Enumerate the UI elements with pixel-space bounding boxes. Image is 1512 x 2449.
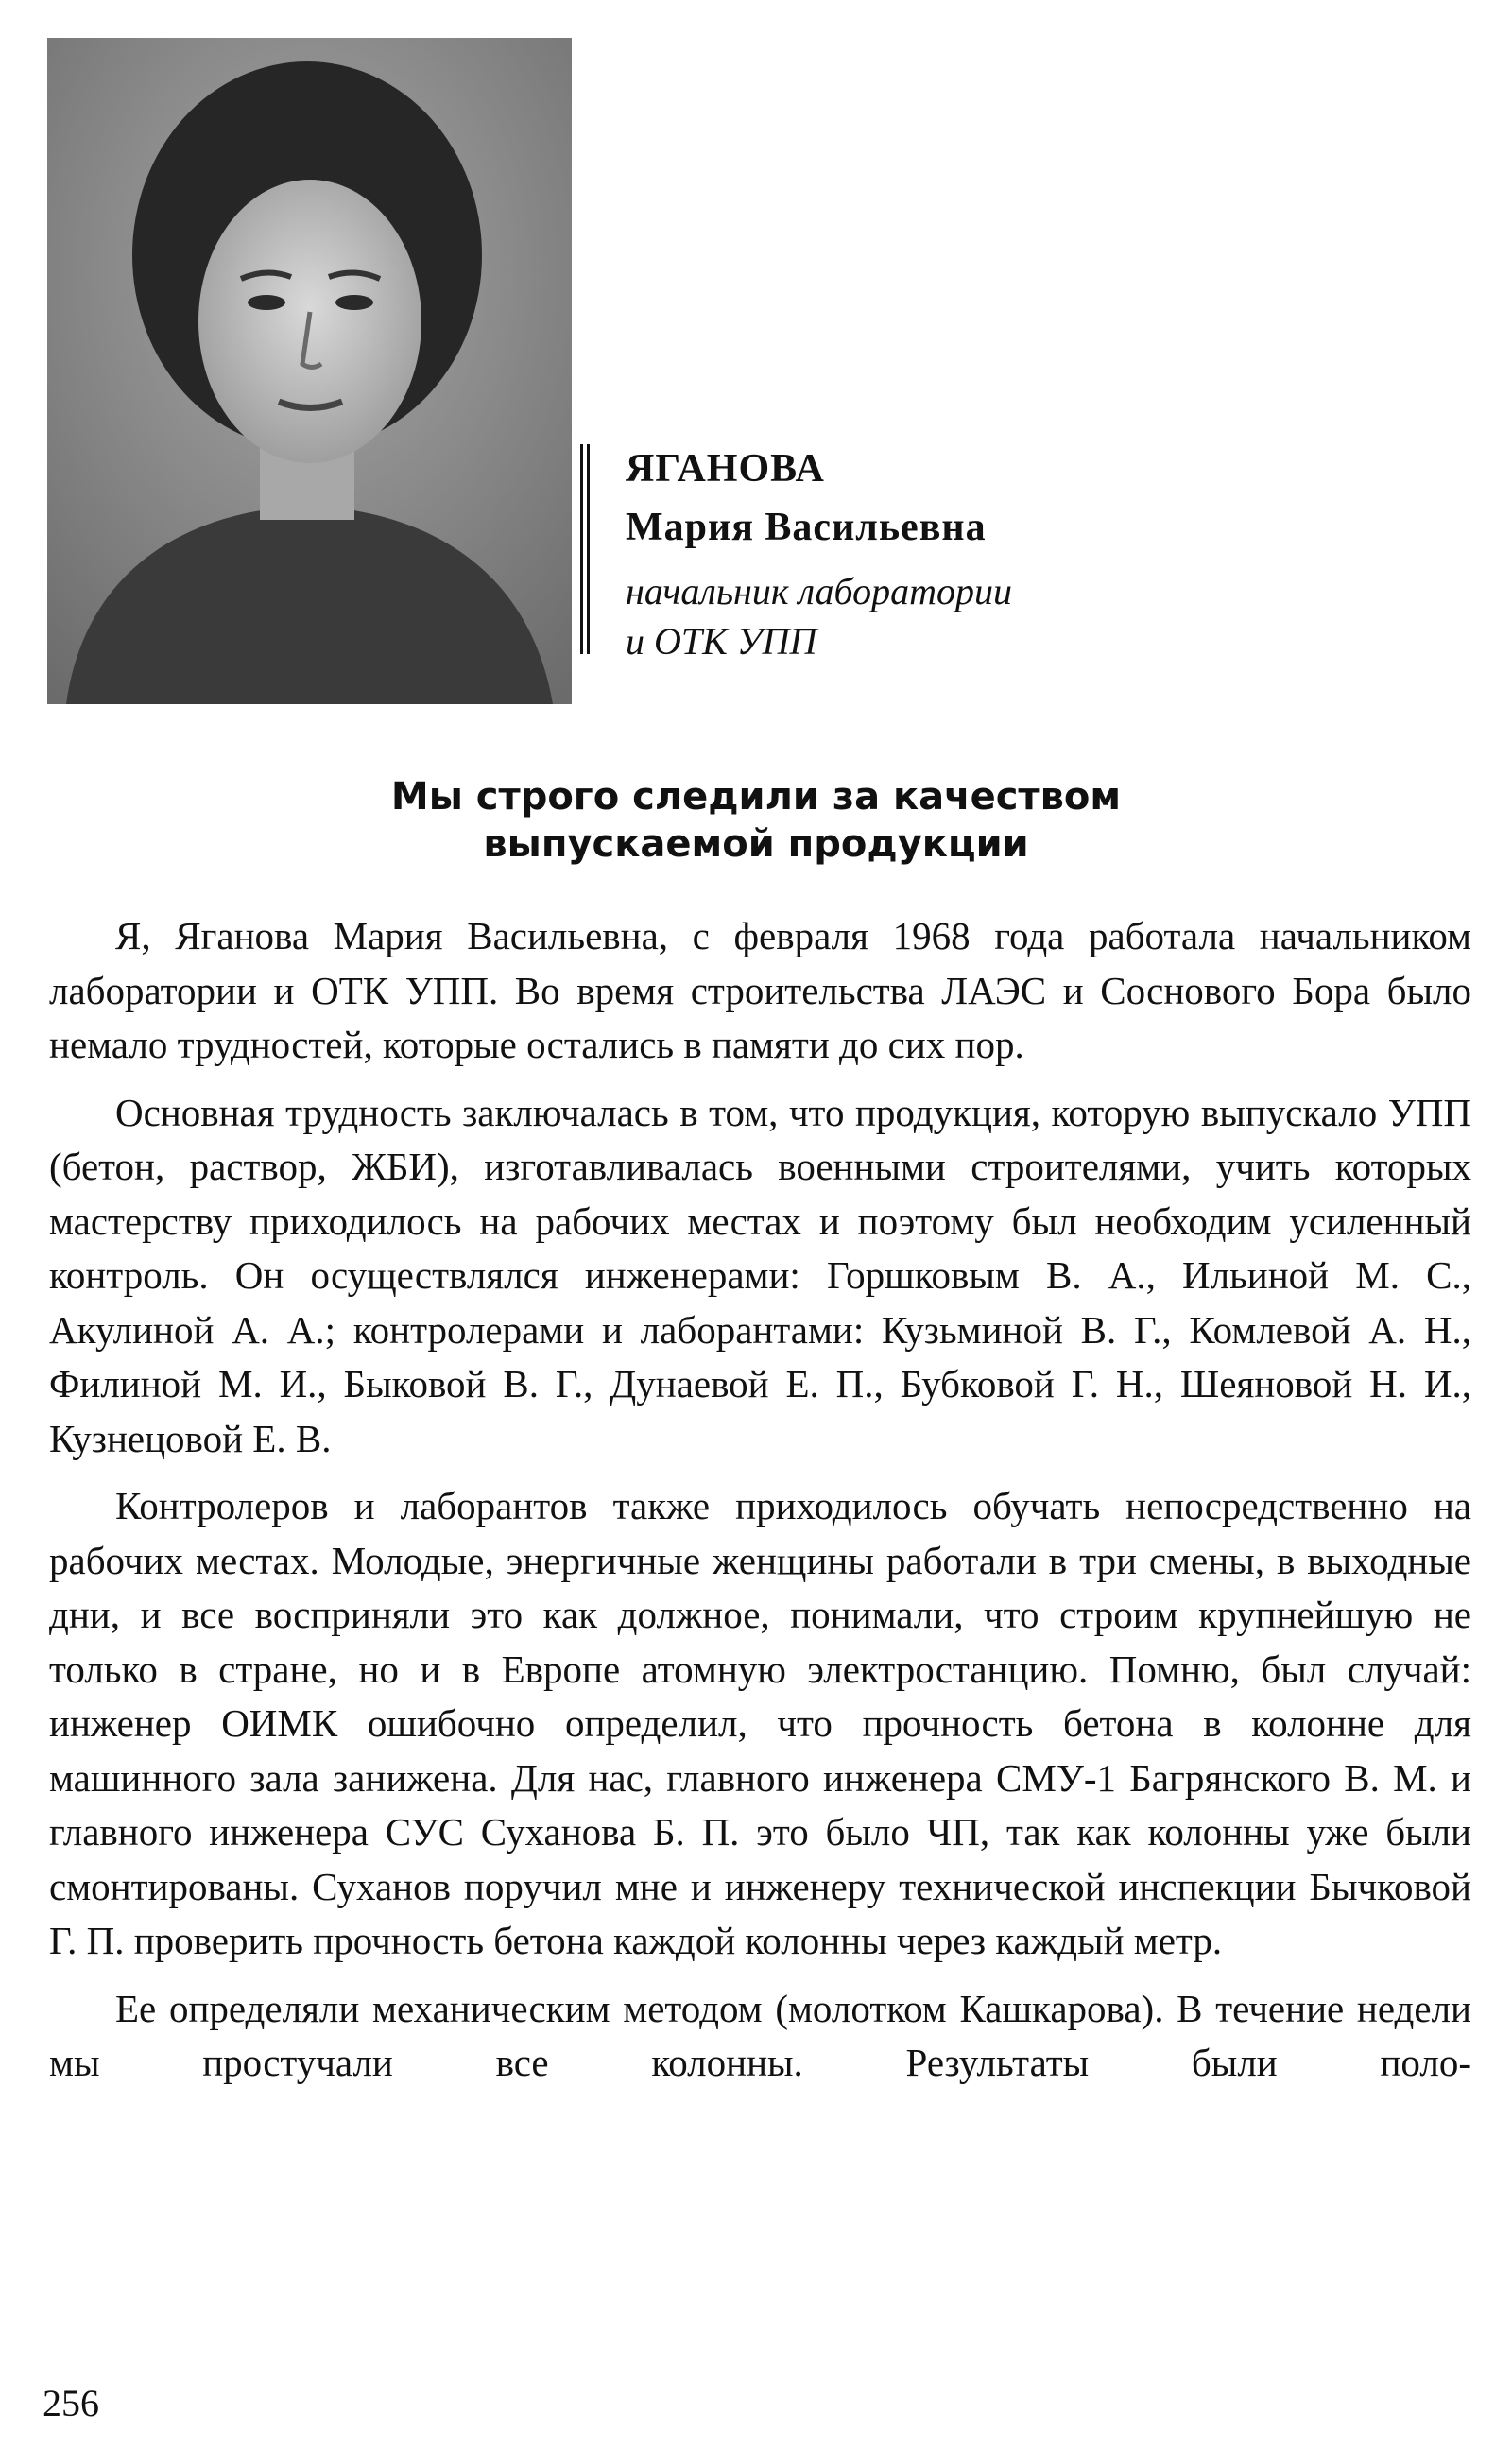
paragraph-1: Я, Яганова Мария Васильевна, с февраля 1968 года работала начальником лаборатории и ОТК УПП. Во время строительства ЛАЭС и Соснового Бора было немало трудностей, которые остались в памяти до сих пор. bbox=[49, 914, 1471, 1066]
article-body bbox=[49, 909, 1471, 2104]
paragraph-2: Основная трудность заключалась в том, что продукция, которую выпускало УПП (бетон, раствор, ЖБИ), изготавливалась военными строителями, учить которых мастерству приходилось на рабочих местах и поэтому был необходим усиленный контроль. Он осуществлялся инженерами: Горшковым В. А., Ильиной М. С., Акулиной А. А.; контролерами и лаборантами: Кузьминой В. Г., Комлевой А. Н., Филиной М. И., Быковой В. Г., Дунаевой Е. П., Бубковой Г. Н., Шеяновой Н. И., Кузнецовой Е. В. bbox=[49, 1090, 1471, 1460]
bio-divider bbox=[580, 444, 590, 654]
bio-position-line-2: и ОТК УПП bbox=[626, 620, 817, 663]
paragraph-3: Контролеров и лаборантов также приходилось обучать непосредственно на рабочих местах. Молодые, энергичные женщины работали в три смены, в выходные дни, и все восприняли это как должное, понимали, что строим крупнейшую не только в стране, но и в Европе атомную электростанцию. Помню, был случай: инженер ОИМК ошибочно определил, что прочность бетона в колонне для машинного зала занижена. Для нас, главного инженера СМУ-1 Багрянского В. М. и главного инженера СУС Суханова Б. П. это было ЧП, так как колонны уже были смонтированы. Суханов поручил мне и инженеру технической инспекции Бычковой Г. П. проверить прочность бетона каждой колонны через каждый метр. bbox=[49, 1484, 1471, 1962]
bio-surname: ЯГАНОВА bbox=[626, 447, 825, 491]
bio-name: Мария Васильевна bbox=[626, 506, 987, 549]
bio-position-line-1: начальник лаборатории bbox=[626, 570, 1013, 612]
headline-line-2: выпускаемой продукции bbox=[483, 822, 1029, 866]
bio-position bbox=[626, 566, 1382, 666]
paragraph-4: Ее определяли механическим методом (молотком Кашкарова). В течение недели мы простучали все колонны. Результаты были поло- bbox=[49, 1986, 1471, 2084]
headline-line-1: Мы строго следили за качеством bbox=[390, 775, 1122, 819]
page-number: 256 bbox=[43, 2382, 99, 2424]
bio-block bbox=[626, 440, 1382, 666]
portrait-photo-drawing bbox=[47, 38, 572, 704]
portrait-photo bbox=[47, 38, 572, 704]
article-headline bbox=[0, 773, 1512, 868]
